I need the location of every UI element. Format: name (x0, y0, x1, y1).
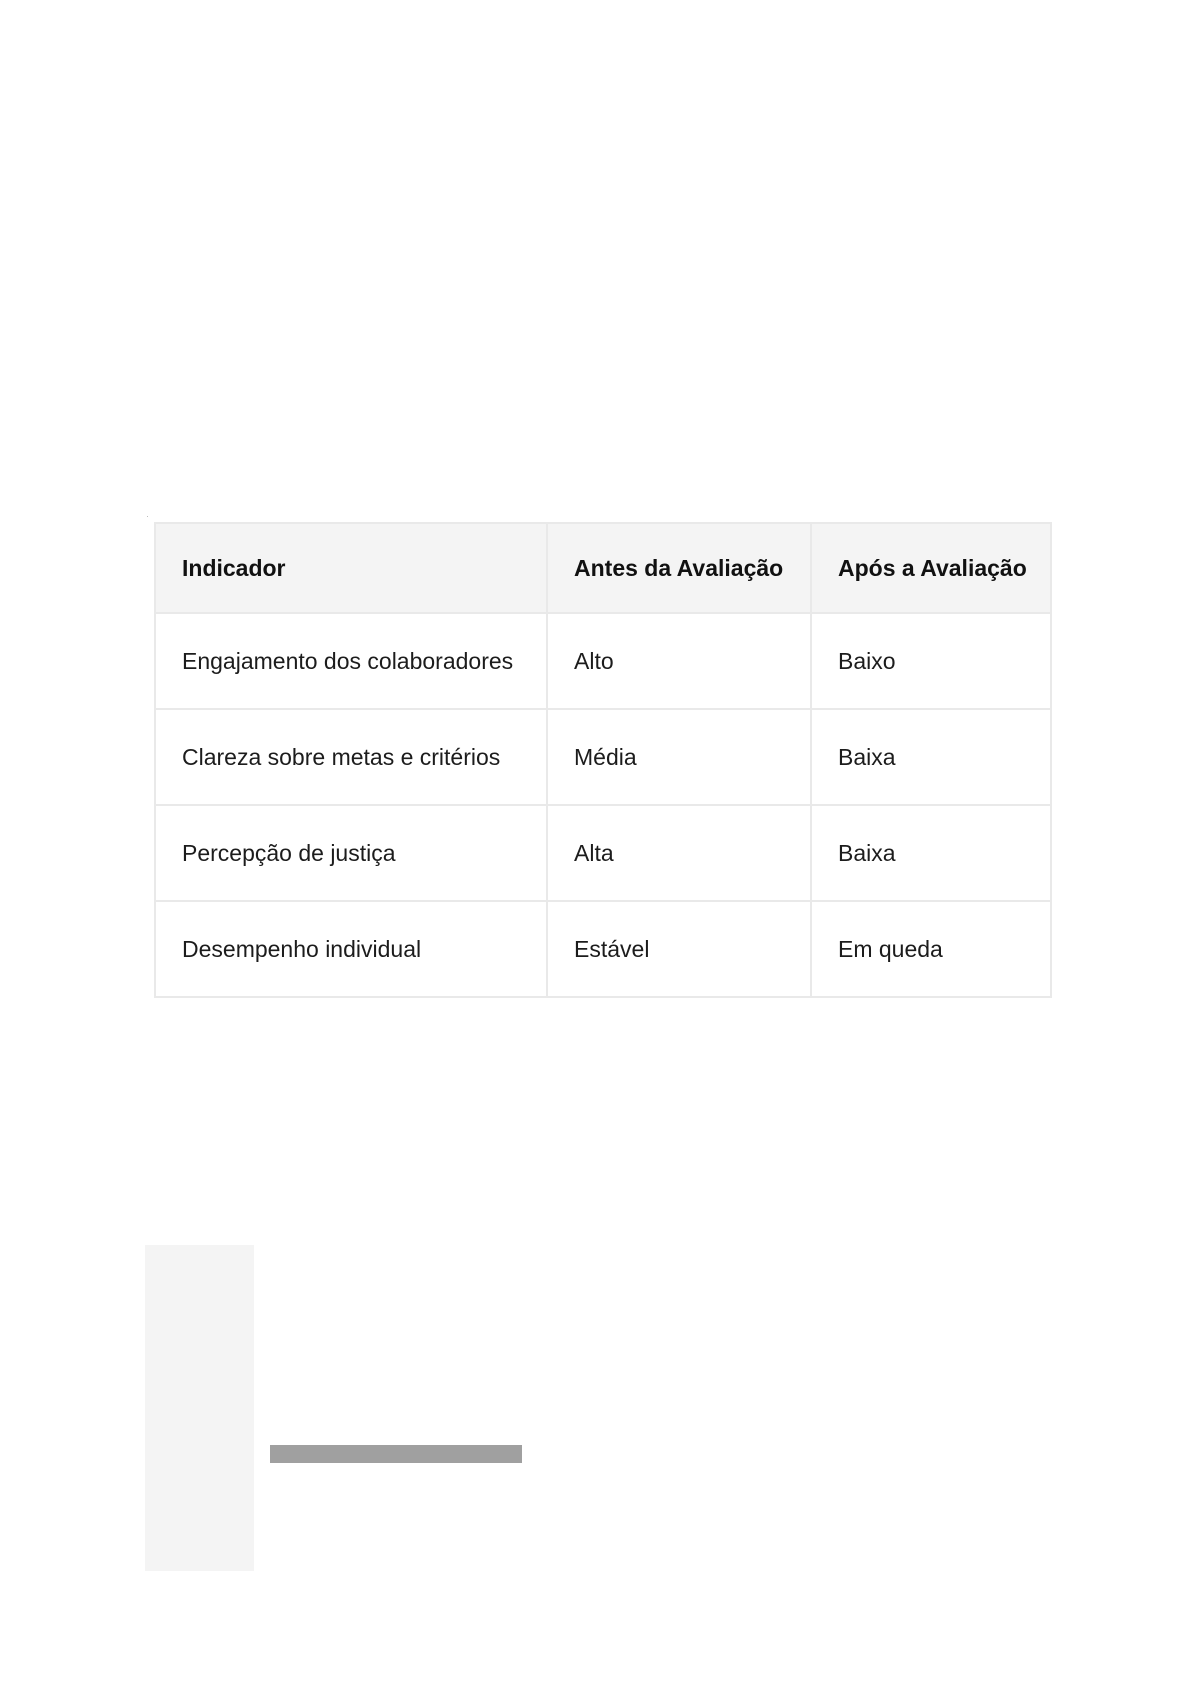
side-panel-placeholder (145, 1245, 254, 1571)
header-row (154, 522, 1052, 614)
cell-antes: Alto (548, 614, 812, 710)
table-row (154, 614, 1052, 710)
cell-antes: Estável (548, 902, 812, 998)
cell-indicador: Percepção de justiça (154, 806, 548, 902)
table-body (154, 614, 1052, 998)
cell-antes: Média (548, 710, 812, 806)
cell-indicador: Clareza sobre metas e critérios (154, 710, 548, 806)
cell-apos: Baixa (812, 806, 1052, 902)
cell-apos: Em queda (812, 902, 1052, 998)
table-row (154, 806, 1052, 902)
placeholder-bar (270, 1445, 522, 1463)
cell-indicador: Engajamento dos colaboradores (154, 614, 548, 710)
cell-apos: Baixa (812, 710, 1052, 806)
cell-apos: Baixo (812, 614, 1052, 710)
header-apos: Após a Avaliação (812, 522, 1052, 614)
cell-antes: Alta (548, 806, 812, 902)
table-row (154, 902, 1052, 998)
comparison-table (154, 522, 1052, 998)
table-header (154, 522, 1052, 614)
artifact-dot (147, 516, 148, 517)
header-indicador: Indicador (154, 522, 548, 614)
table-row (154, 710, 1052, 806)
cell-indicador: Desempenho individual (154, 902, 548, 998)
header-antes: Antes da Avaliação (548, 522, 812, 614)
